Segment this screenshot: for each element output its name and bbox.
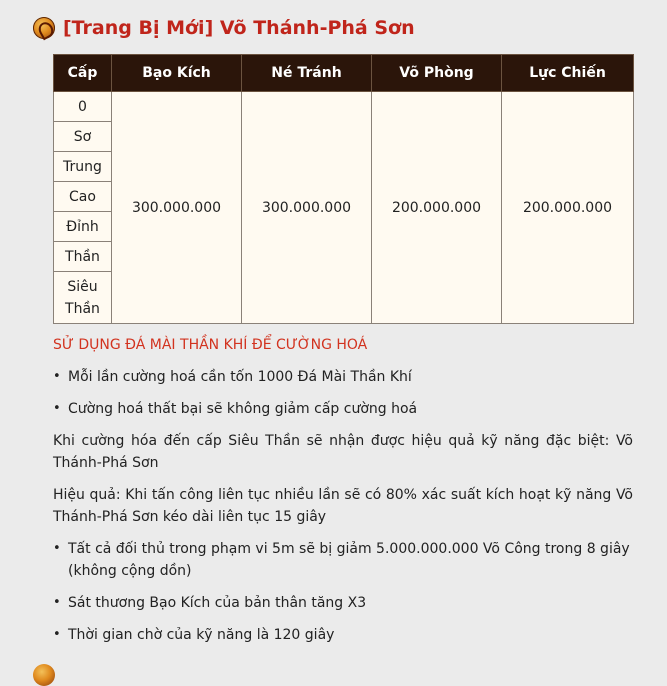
level-cell: Sơ xyxy=(54,122,112,152)
table-row xyxy=(54,92,634,122)
stats-table xyxy=(53,54,634,324)
paragraph: Hiệu quả: Khi tấn công liên tục nhiều lần sẽ có 80% xác suất kích hoạt kỹ năng Võ Thánh-Phá Sơn kéo dài liên tục 15 giây xyxy=(53,487,633,525)
paragraph: Khi cường hóa đến cấp Siêu Thần sẽ nhận được hiệu quả kỹ năng đặc biệt: Võ Thánh-Phá Sơn xyxy=(53,433,633,471)
table-header-row xyxy=(54,55,634,92)
dragon-emblem-icon xyxy=(33,17,55,39)
list-item: • Thời gian chờ của kỹ năng là 120 giây xyxy=(53,624,633,646)
defense-value: 200.000.000 xyxy=(372,92,502,324)
level-cell: Thần xyxy=(54,242,112,272)
page-title: [Trang Bị Mới] Võ Thánh-Phá Sơn xyxy=(63,17,415,39)
description xyxy=(53,334,633,656)
level-cell: 0 xyxy=(54,92,112,122)
section-heading xyxy=(33,13,415,43)
list-item: • Mỗi lần cường hoá cần tốn 1000 Đá Mài Thần Khí xyxy=(53,366,633,388)
col-header-dodge: Né Tránh xyxy=(242,55,372,92)
col-header-critical: Bạo Kích xyxy=(112,55,242,92)
level-cell: Siêu Thần xyxy=(54,272,112,324)
level-cell: Đỉnh xyxy=(54,212,112,242)
level-cell: Cao xyxy=(54,182,112,212)
dodge-value: 300.000.000 xyxy=(242,92,372,324)
combat-power-value: 200.000.000 xyxy=(502,92,634,324)
section-subheading: SỬ DỤNG ĐÁ MÀI THẦN KHÍ ĐỂ CƯỜNG HOÁ xyxy=(53,337,368,353)
list-item: • Cường hoá thất bại sẽ không giảm cấp cường hoá xyxy=(53,398,633,420)
dragon-emblem-icon xyxy=(33,664,55,686)
list-item: • Tất cả đối thủ trong phạm vi 5m sẽ bị giảm 5.000.000.000 Võ Công trong 8 giây (không cộng dồn) xyxy=(53,538,633,582)
level-cell: Trung xyxy=(54,152,112,182)
critical-value: 300.000.000 xyxy=(112,92,242,324)
col-header-defense: Võ Phòng xyxy=(372,55,502,92)
col-header-combat-power: Lực Chiến xyxy=(502,55,634,92)
col-header-level: Cấp xyxy=(54,55,112,92)
list-item: • Sát thương Bạo Kích của bản thân tăng X3 xyxy=(53,592,633,614)
